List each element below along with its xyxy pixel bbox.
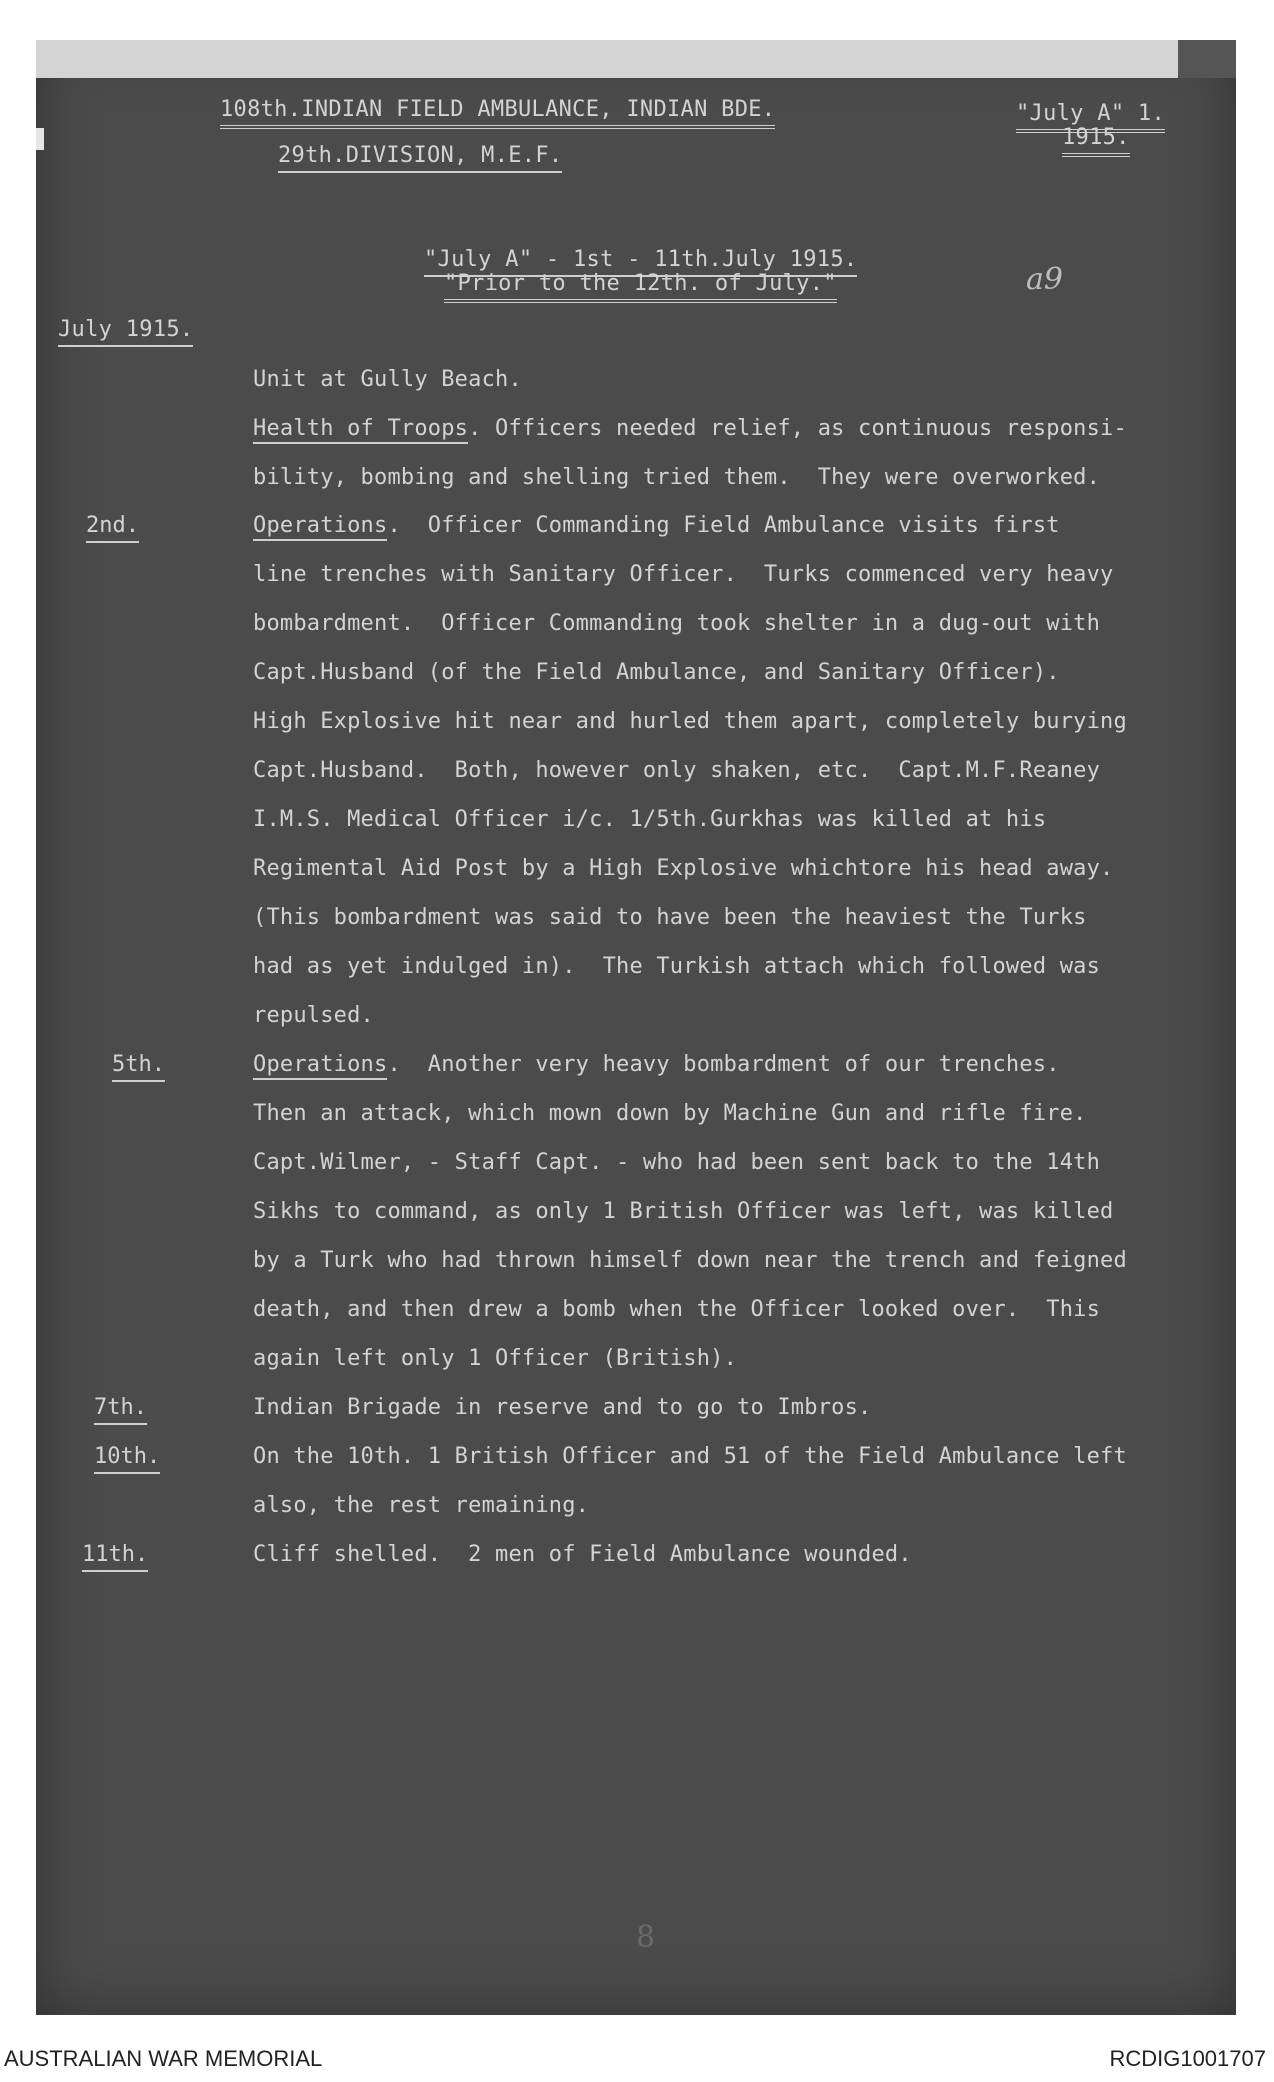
entry-line: Then an attack, which mown down by Machine Gun and rifle fire. (253, 1101, 1087, 1126)
division-heading: 29th.DIVISION, M.E.F. (278, 142, 562, 173)
entry-date: 7th. (94, 1394, 147, 1425)
entry-line: also, the rest remaining. (253, 1493, 590, 1518)
entry-text: . Officers needed relief, as continuous responsi- (468, 416, 1127, 441)
entry-line: bombardment. Officer Commanding took shelter in a dug-out with (253, 611, 1101, 636)
entry-date: 10th. (94, 1443, 160, 1474)
entry-text: . Another very heavy bombardment of our trenches. (387, 1052, 1060, 1077)
document-sheet (36, 40, 1236, 2015)
entry-heading: Operations (253, 513, 387, 541)
entry-line: Cliff shelled. 2 men of Field Ambulance wounded. (253, 1542, 912, 1567)
entry-line: I.M.S. Medical Officer i/c. 1/5th.Gurkhas was killed at his (253, 807, 1047, 832)
entry-line: Capt.Husband (of the Field Ambulance, and Sanitary Officer). (253, 660, 1060, 685)
entry-line: On the 10th. 1 British Officer and 51 of the Field Ambulance left (253, 1444, 1127, 1469)
entry-line: Indian Brigade in reserve and to go to Imbros. (253, 1395, 872, 1420)
entry-text: . Officer Commanding Field Ambulance visits first (387, 513, 1060, 538)
paper-tab (36, 128, 44, 150)
title-line-1: "July A" - 1st - 11th.July 1915. (424, 246, 857, 277)
entry-line: line trenches with Sanitary Officer. Turks commenced very heavy (253, 562, 1114, 587)
entry-line (253, 415, 1127, 443)
entry-line: again left only 1 Officer (British). (253, 1346, 738, 1371)
entry-date: 2nd. (86, 512, 139, 543)
footer-institution: AUSTRALIAN WAR MEMORIAL (4, 2046, 323, 2071)
month-heading: July 1915. (58, 316, 193, 347)
entry-line: death, and then drew a bomb when the Officer looked over. This (253, 1297, 1101, 1322)
entry-date: 11th. (82, 1541, 148, 1572)
reference-year: 1915. (1062, 124, 1130, 157)
unit-heading: 108th.INDIAN FIELD AMBULANCE, INDIAN BDE. (220, 96, 775, 129)
footer-record-id: RCDIG1001707 (1109, 2046, 1266, 2071)
entry-line: Capt.Husband. Both, however only shaken, etc. Capt.M.F.Reaney (253, 758, 1101, 783)
reference-label: "July A" 1. (1016, 100, 1165, 133)
page-mark: 8 (636, 1920, 656, 1955)
paper-top-strip (36, 40, 1206, 78)
entry-line: repulsed. (253, 1003, 375, 1028)
entry-line: Unit at Gully Beach. (253, 367, 522, 392)
entry-heading: Health of Troops (253, 416, 468, 444)
entry-line: Sikhs to command, as only 1 British Officer was left, was killed (253, 1199, 1114, 1224)
entry-line: (This bombardment was said to have been the heaviest the Turks (253, 905, 1087, 930)
entry-line: bility, bombing and shelling tried them. They were overworked. (253, 465, 1101, 490)
entry-line: by a Turk who had thrown himself down near the trench and feigned (253, 1248, 1127, 1273)
entry-heading: Operations (253, 1052, 387, 1080)
entry-line (253, 512, 1060, 540)
entry-date: 5th. (112, 1051, 165, 1082)
handwritten-folio: a9 (1026, 262, 1063, 297)
entry-line (253, 1051, 1060, 1079)
entry-line: Capt.Wilmer, - Staff Capt. - who had been sent back to the 14th (253, 1150, 1101, 1175)
entry-line: had as yet indulged in). The Turkish attach which followed was (253, 954, 1101, 979)
title-line-2: "Prior to the 12th. of July." (444, 270, 837, 303)
entry-line: Regimental Aid Post by a High Explosive whichtore his head away. (253, 856, 1114, 881)
entry-line: High Explosive hit near and hurled them apart, completely burying (253, 709, 1127, 734)
